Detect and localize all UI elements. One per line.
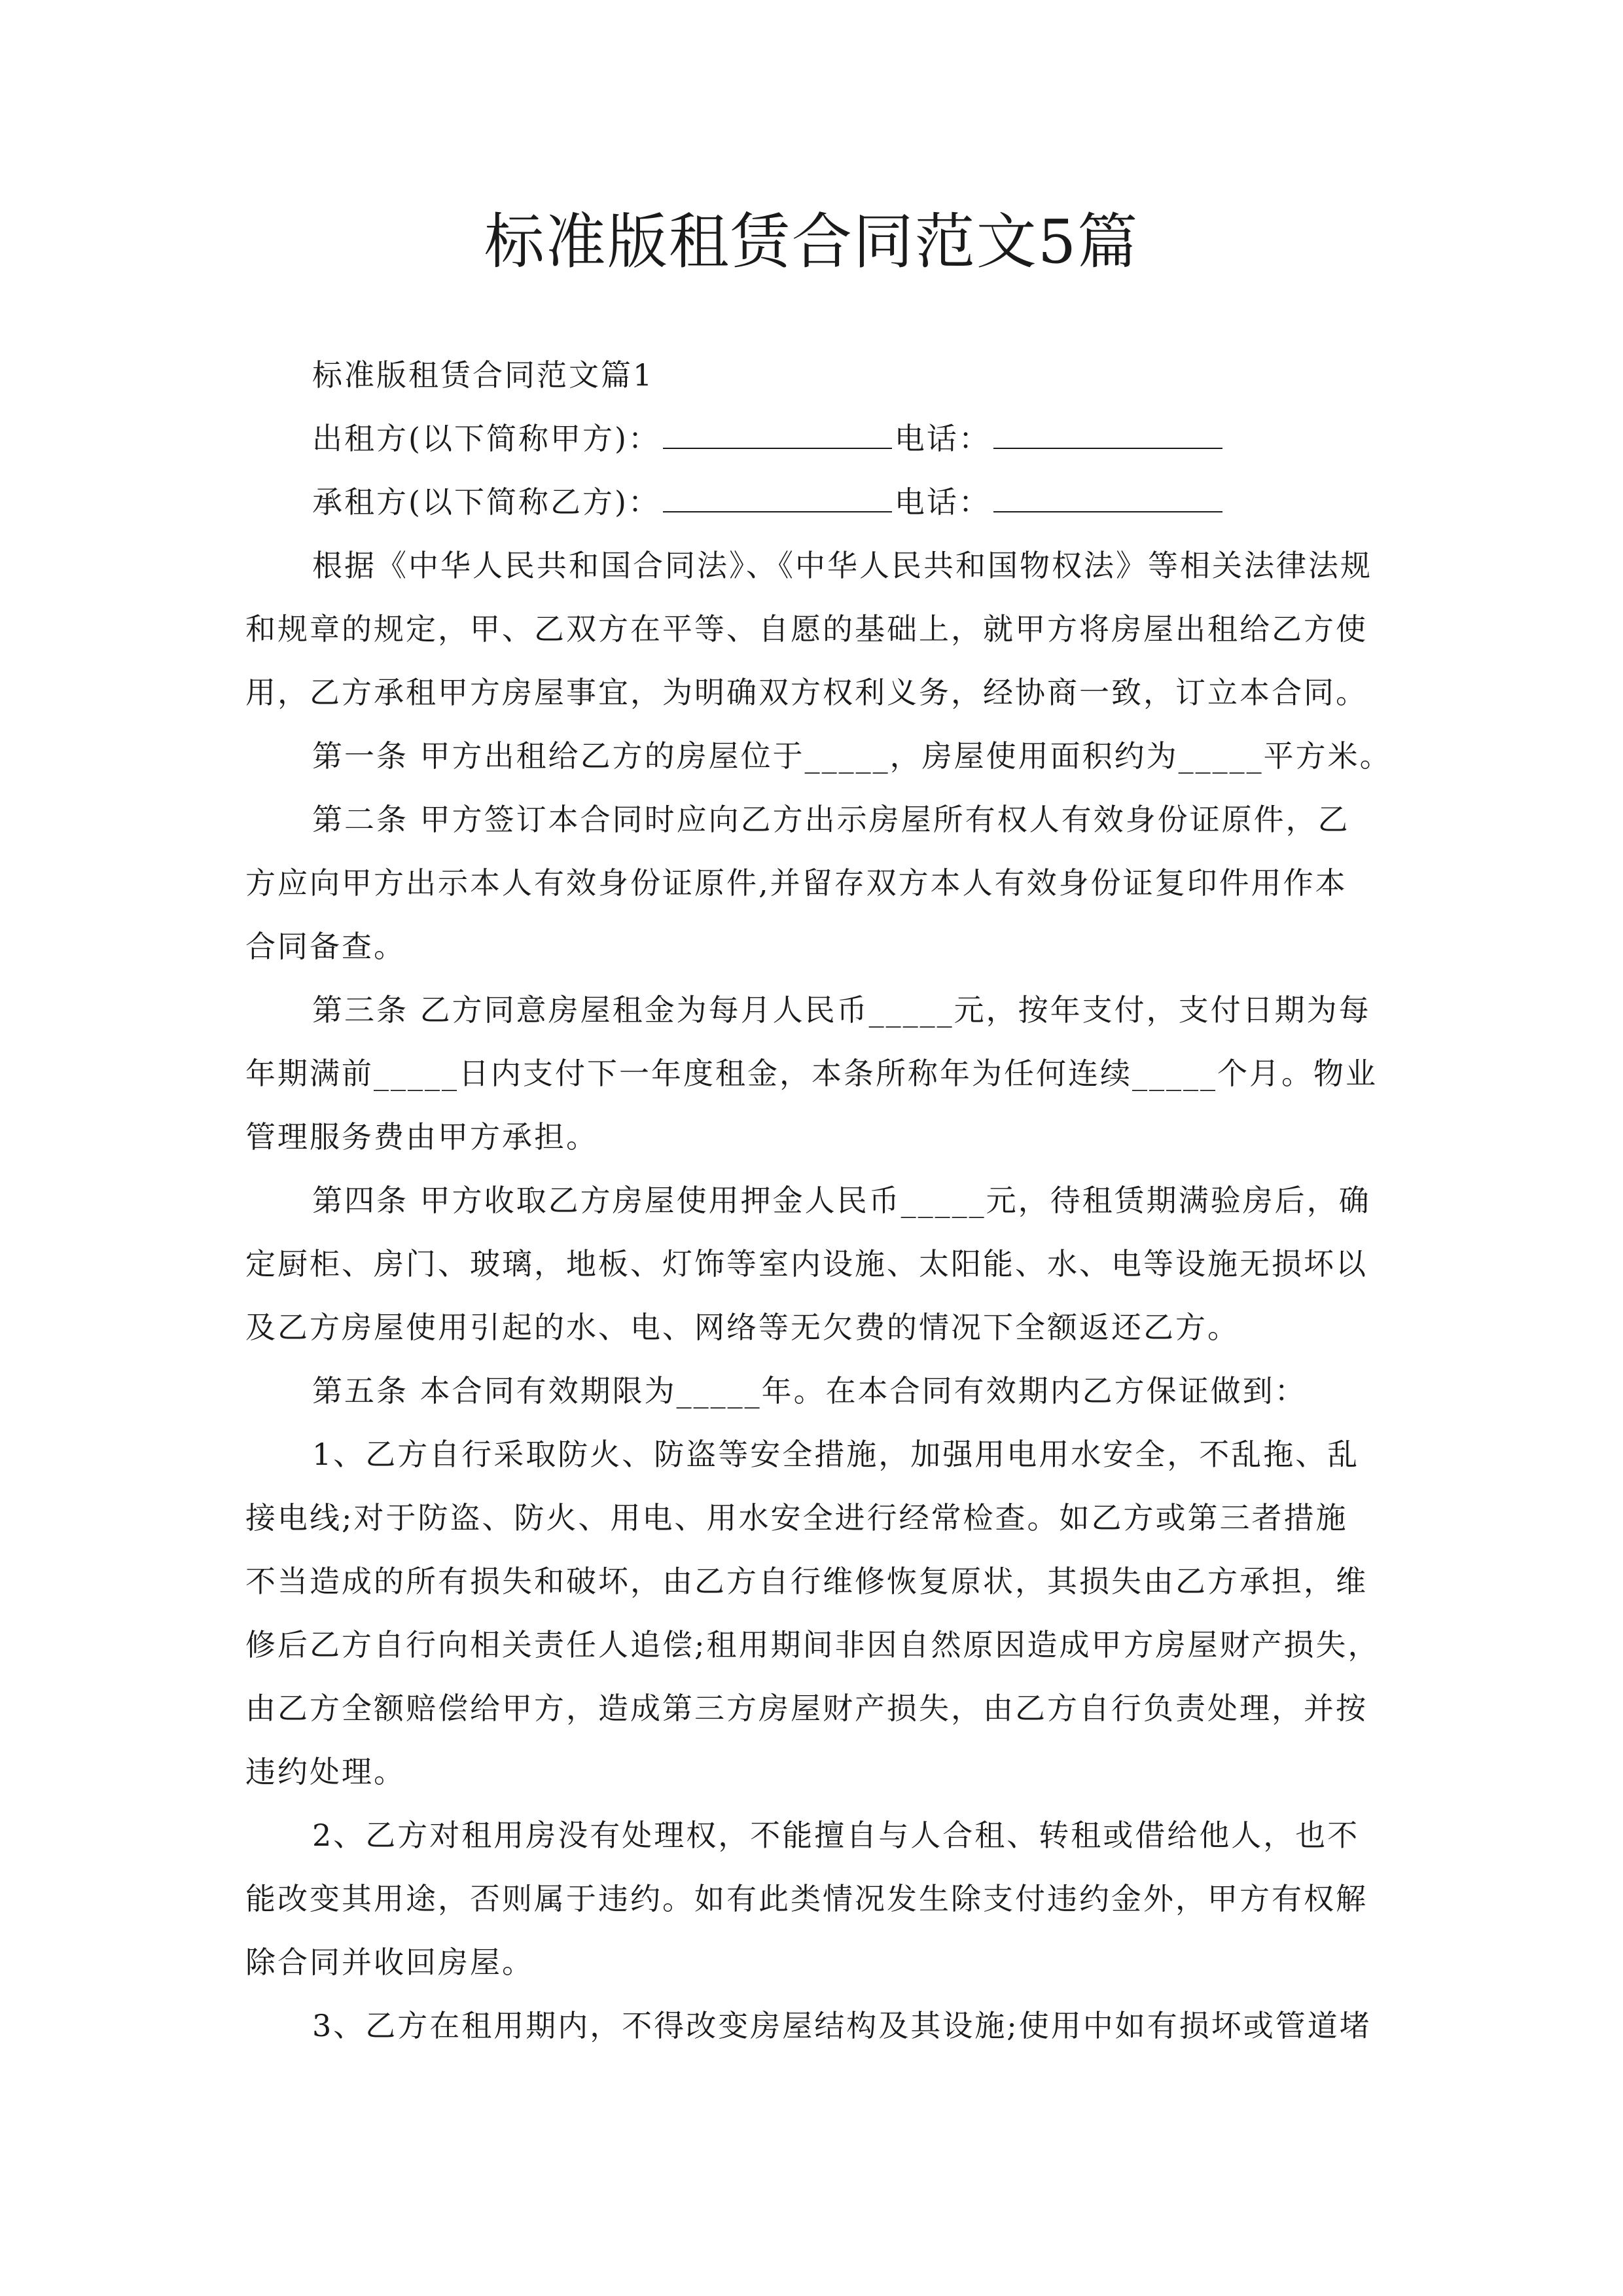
document-title: 标准版租赁合同范文5篇 [484,207,1139,277]
text-line: 第五条 本合同有效期限为_____年。在本合同有效期内乙方保证做到： [312,1373,1307,1408]
lessee-phone-label: 电话： [894,484,991,520]
text-line: 能改变其用途，否则属于违约。如有此类情况发生除支付违约金外，甲方有权解 [245,1881,1368,1916]
text-line: 接电线;对于防盗、防火、用电、用水安全进行经常检查。如乙方或第三者措施 [245,1500,1348,1535]
text-line: 3、乙方在租用期内，不得改变房屋结构及其设施;使用中如有损坏或管道堵 [312,2008,1372,2043]
lessor-line [245,407,1381,471]
text-line: 第四条 甲方收取乙方房屋使用押金人民币_____元，待租赁期满验房后，确 [312,1183,1371,1218]
text-line: 不当造成的所有损失和破坏，由乙方自行维修恢复原状，其损失由乙方承担，维 [245,1564,1368,1599]
text-line: 修后乙方自行向相关责任人追偿;租用期间非因自然原因造成甲方房屋财产损失， [245,1627,1380,1662]
lessee-label: 承租方(以下简称乙方)： [312,484,660,520]
text-line: 年期满前_____日内支付下一年度租金，本条所称年为任何连续_____个月。物业 [245,1056,1378,1091]
text-line: 根据《中华人民共和国合同法》、《中华人民共和国物权法》等相关法律法规 [312,548,1372,583]
text-line: 2、乙方对租用房没有处理权，不能擅自与人合租、转租或借给他人，也不 [312,1818,1360,1853]
text-line: 由乙方全额赔偿给甲方，造成第三方房屋财产损失，由乙方自行负责处理，并按 [245,1691,1368,1726]
text-line: 第一条 甲方出租给乙方的房屋位于_____，房屋使用面积约为_____平方米。 [312,738,1392,774]
lessor-phone-blank [993,422,1222,449]
section-heading: 标准版租赁合同范文篇1 [312,357,654,393]
lessee-line [245,471,1381,534]
lessor-name-blank [663,422,892,449]
text-line: 第二条 甲方签订本合同时应向乙方出示房屋所有权人有效身份证原件，乙 [312,802,1350,837]
lessee-name-blank [663,485,892,512]
lessor-phone-label: 电话： [894,421,991,456]
text-line: 第三条 乙方同意房屋租金为每月人民币_____元，按年支付，支付日期为每 [312,992,1371,1028]
text-line: 违约处理。 [245,1754,406,1789]
text-line: 定厨柜、房门、玻璃，地板、灯饰等室内设施、太阳能、水、电等设施无损坏以 [245,1246,1368,1282]
text-line: 用，乙方承租甲方房屋事宜，为明确双方权利义务，经协商一致，订立本合同。 [245,675,1368,710]
text-line: 及乙方房屋使用引起的水、电、网络等无欠费的情况下全额返还乙方。 [245,1310,1240,1345]
text-line: 除合同并收回房屋。 [245,1945,534,1980]
lessee-phone-blank [993,485,1222,512]
lessor-label: 出租方(以下简称甲方)： [312,421,660,456]
text-line: 合同备查。 [245,929,406,964]
text-line: 管理服务费由甲方承担。 [245,1119,598,1155]
text-line: 方应向甲方出示本人有效身份证原件,并留存双方本人有效身份证复印件用作本 [245,865,1347,901]
text-line: 和规章的规定，甲、乙双方在平等、自愿的基础上，就甲方将房屋出租给乙方使 [245,611,1368,647]
text-line: 1、乙方自行采取防火、防盗等安全措施，加强用电用水安全，不乱拖、乱 [312,1437,1360,1472]
document-body [245,344,1392,2058]
